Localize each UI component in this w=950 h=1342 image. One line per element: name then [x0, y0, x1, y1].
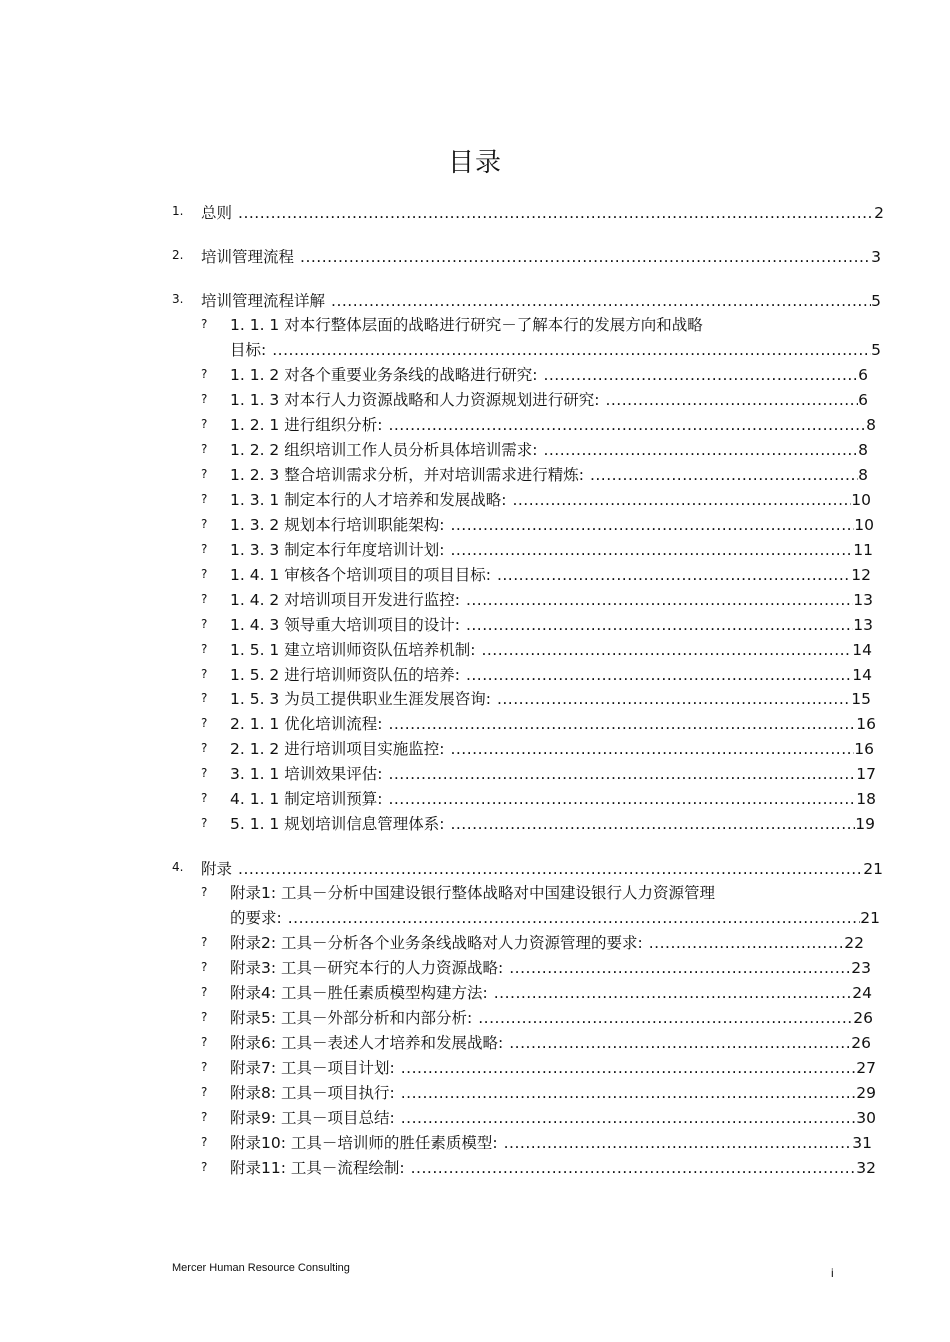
toc-entry[interactable]: [230, 1081, 876, 1103]
leader-dots: [300, 248, 871, 266]
bullet-icon: ?: [201, 691, 208, 705]
leader-dots: [238, 860, 863, 878]
entry-title: 1. 3. 2 规划本行培训职能架构:: [230, 516, 445, 534]
footer-company: Mercer Human Resource Consulting: [172, 1262, 350, 1274]
entry-title: 1. 1. 3 对本行人力资源战略和人力资源规划进行研究:: [230, 391, 600, 409]
page-number: 18: [856, 790, 876, 808]
leader-dots: [401, 1084, 857, 1102]
leader-dots: [450, 516, 854, 534]
entry-title: 1. 5. 2 进行培训师资队伍的培养:: [230, 666, 460, 684]
leader-dots: [466, 591, 853, 609]
bullet-icon: ?: [201, 935, 208, 949]
toc-entry[interactable]: [230, 388, 868, 410]
toc-entry-appendix[interactable]: [201, 857, 883, 879]
page-number: 31: [852, 1134, 872, 1152]
entry-title: 1. 1. 2 对各个重要业务条线的战略进行研究:: [230, 366, 538, 384]
toc-entry[interactable]: [230, 762, 876, 784]
bullet-icon: ?: [201, 517, 208, 531]
entry-title: 5. 1. 1 规划培训信息管理体系:: [230, 815, 445, 833]
toc-entry[interactable]: [230, 1006, 873, 1028]
entry-title: 1. 2. 3 整合培训需求分析，并对培训需求进行精炼:: [230, 466, 584, 484]
leader-dots: [401, 1109, 857, 1127]
bullet-icon: ?: [201, 467, 208, 481]
bullet-icon: ?: [201, 542, 208, 556]
leader-dots: [481, 641, 852, 659]
entry-title: 附录4: 工具－胜任素质模型构建方法:: [230, 984, 488, 1002]
page-number: 12: [851, 566, 871, 584]
toc-entry[interactable]: [230, 413, 876, 435]
entry-title: 1. 2. 2 组织培训工作人员分析具体培训需求:: [230, 441, 538, 459]
entry-title: 培训管理流程: [201, 248, 295, 266]
entry-title: 2. 1. 2 进行培训项目实施监控:: [230, 740, 445, 758]
leader-dots: [411, 1159, 857, 1177]
bullet-icon: ?: [201, 1035, 208, 1049]
entry-title: 总则: [201, 204, 233, 222]
page-number: 29: [856, 1084, 876, 1102]
footer-page-number: i: [831, 1266, 834, 1280]
entry-title: 2. 1. 1 优化培训流程:: [230, 715, 383, 733]
entry-title: 1. 5. 1 建立培训师资队伍培养机制:: [230, 641, 476, 659]
bullet-icon: ?: [201, 885, 208, 899]
page-number: 3: [871, 248, 881, 266]
entry-title: 1. 3. 1 制定本行的人才培养和发展战略:: [230, 491, 507, 509]
section-number: 2.: [172, 248, 184, 262]
toc-entry[interactable]: [230, 363, 868, 385]
entry-title: 附录6: 工具－表述人才培养和发展战略:: [230, 1034, 504, 1052]
leader-dots: [478, 1009, 853, 1027]
toc-entry[interactable]: [230, 931, 864, 953]
entry-title: 附录: [201, 860, 233, 878]
entry-title: 1. 4. 2 对培训项目开发进行监控:: [230, 591, 460, 609]
section-number: 3.: [172, 292, 184, 306]
toc-entry-process[interactable]: [201, 245, 881, 267]
entry-title: 的要求:: [230, 909, 282, 927]
bullet-icon: ?: [201, 1085, 208, 1099]
toc-entry[interactable]: [230, 906, 880, 928]
leader-dots: [543, 441, 858, 459]
page-number: 26: [851, 1034, 871, 1052]
entry-title: 目标:: [230, 341, 267, 359]
leader-dots: [288, 909, 861, 927]
page-number: 13: [853, 616, 873, 634]
bullet-icon: ?: [201, 741, 208, 755]
entry-title: 附录2: 工具－分析各个业务条线战略对人力资源管理的要求:: [230, 934, 643, 952]
leader-dots: [497, 690, 851, 708]
leader-dots: [238, 204, 874, 222]
bullet-icon: ?: [201, 1160, 208, 1174]
leader-dots: [272, 341, 871, 359]
toc-entry[interactable]: [230, 338, 881, 360]
page-number: 6: [858, 366, 868, 384]
leader-dots: [494, 984, 853, 1002]
entry-title: 1. 2. 1 进行组织分析:: [230, 416, 383, 434]
bullet-icon: ?: [201, 567, 208, 581]
toc-entry-general[interactable]: [201, 201, 884, 223]
toc-entry[interactable]: [230, 812, 875, 834]
bullet-icon: ?: [201, 1135, 208, 1149]
toc-entry[interactable]: [230, 563, 871, 585]
bullet-icon: ?: [201, 617, 208, 631]
bullet-icon: ?: [201, 1110, 208, 1124]
entry-title: 培训管理流程详解: [201, 292, 326, 310]
page-number: 30: [856, 1109, 876, 1127]
bullet-icon: ?: [201, 716, 208, 730]
leader-dots: [331, 292, 871, 310]
page-number: 14: [852, 666, 872, 684]
leader-dots: [605, 391, 858, 409]
page-number: 10: [854, 516, 874, 534]
leader-dots: [590, 466, 858, 484]
toc-entry[interactable]: [230, 1106, 876, 1128]
leader-dots: [401, 1059, 857, 1077]
toc-entry[interactable]: [230, 1131, 872, 1153]
leader-dots: [649, 934, 845, 952]
bullet-icon: ?: [201, 592, 208, 606]
bullet-icon: ?: [201, 791, 208, 805]
bullet-icon: ?: [201, 1060, 208, 1074]
page-number: 5: [871, 292, 881, 310]
entry-title: 附录3: 工具－研究本行的人力资源战略:: [230, 959, 504, 977]
leader-dots: [388, 765, 856, 783]
toc-entry[interactable]: [230, 1031, 871, 1053]
bullet-icon: ?: [201, 392, 208, 406]
toc-entry[interactable]: [230, 1056, 876, 1078]
toc-entry[interactable]: [230, 538, 873, 560]
page-number: 26: [853, 1009, 873, 1027]
toc-entry[interactable]: [230, 956, 871, 978]
toc-entry-line1[interactable]: 附录1: 工具－分析中国建设银行整体战略对中国建设银行人力资源管理: [230, 884, 716, 902]
entry-title: 4. 1. 1 制定培训预算:: [230, 790, 383, 808]
section-number: 1.: [172, 204, 184, 218]
toc-entry[interactable]: [230, 687, 871, 709]
toc-entry[interactable]: [230, 663, 872, 685]
leader-dots: [388, 715, 856, 733]
bullet-icon: ?: [201, 442, 208, 456]
page-number: 22: [844, 934, 864, 952]
leader-dots: [497, 566, 851, 584]
leader-dots: [512, 491, 851, 509]
entry-title: 附录5: 工具－外部分析和内部分析:: [230, 1009, 473, 1027]
entry-title: 附录7: 工具－项目计划:: [230, 1059, 395, 1077]
page-number: 11: [853, 541, 873, 559]
toc-entry[interactable]: [230, 737, 874, 759]
leader-dots: [388, 416, 866, 434]
page-number: 8: [858, 466, 868, 484]
entry-title: 1. 5. 3 为员工提供职业生涯发展咨询:: [230, 690, 491, 708]
leader-dots: [466, 616, 853, 634]
page-number: 17: [856, 765, 876, 783]
bullet-icon: ?: [201, 642, 208, 656]
toc-entry[interactable]: [230, 712, 876, 734]
toc-entry[interactable]: [230, 787, 876, 809]
leader-dots: [543, 366, 858, 384]
toc-entry-process-detail[interactable]: [201, 289, 881, 311]
toc-entry-line1[interactable]: 1. 1. 1 对本行整体层面的战略进行研究－了解本行的发展方向和战略: [230, 316, 703, 334]
entry-title: 附录9: 工具－项目总结:: [230, 1109, 395, 1127]
bullet-icon: ?: [201, 492, 208, 506]
bullet-icon: ?: [201, 960, 208, 974]
toc-entry[interactable]: [230, 613, 873, 635]
page-number: 23: [851, 959, 871, 977]
page-number: 16: [856, 715, 876, 733]
page-number: 14: [852, 641, 872, 659]
bullet-icon: ?: [201, 766, 208, 780]
page-title: 目录: [447, 148, 502, 178]
section-number: 4.: [172, 860, 184, 874]
toc-entry[interactable]: [230, 438, 868, 460]
entry-title: 3. 1. 1 培训效果评估:: [230, 765, 383, 783]
leader-dots: [450, 815, 855, 833]
page-number: 15: [851, 690, 871, 708]
entry-title: 附录10: 工具－培训师的胜任素质模型:: [230, 1134, 498, 1152]
entry-title: 1. 4. 3 领导重大培训项目的设计:: [230, 616, 460, 634]
leader-dots: [509, 1034, 851, 1052]
entry-title: 附录8: 工具－项目执行:: [230, 1084, 395, 1102]
bullet-icon: ?: [201, 985, 208, 999]
leader-dots: [466, 666, 852, 684]
page-number: 10: [851, 491, 871, 509]
entry-title: 1. 4. 1 审核各个培训项目的项目目标:: [230, 566, 491, 584]
bullet-icon: ?: [201, 317, 208, 331]
page-number: 16: [854, 740, 874, 758]
bullet-icon: ?: [201, 367, 208, 381]
page-number: 6: [858, 391, 868, 409]
bullet-icon: ?: [201, 816, 208, 830]
toc-entry[interactable]: [230, 981, 872, 1003]
page-number: 27: [856, 1059, 876, 1077]
page-number: 24: [852, 984, 872, 1002]
toc-entry[interactable]: [230, 488, 871, 510]
page-number: 8: [858, 441, 868, 459]
leader-dots: [509, 959, 851, 977]
leader-dots: [450, 541, 853, 559]
toc-entry[interactable]: [230, 463, 868, 485]
page-number: 13: [853, 591, 873, 609]
toc-entry[interactable]: [230, 1156, 876, 1178]
entry-title: 1. 3. 3 制定本行年度培训计划:: [230, 541, 445, 559]
page-number: 19: [855, 815, 875, 833]
leader-dots: [388, 790, 856, 808]
bullet-icon: ?: [201, 1010, 208, 1024]
page-number: 2: [874, 204, 884, 222]
toc-entry[interactable]: [230, 513, 874, 535]
page-number: 21: [863, 860, 883, 878]
page-number: 5: [871, 341, 881, 359]
entry-title: 附录11: 工具－流程绘制:: [230, 1159, 405, 1177]
page-number: 32: [856, 1159, 876, 1177]
page-number: 8: [866, 416, 876, 434]
bullet-icon: ?: [201, 667, 208, 681]
page-number: 21: [860, 909, 880, 927]
leader-dots: [450, 740, 854, 758]
toc-entry[interactable]: [230, 638, 872, 660]
leader-dots: [504, 1134, 853, 1152]
bullet-icon: ?: [201, 417, 208, 431]
toc-entry[interactable]: [230, 588, 873, 610]
